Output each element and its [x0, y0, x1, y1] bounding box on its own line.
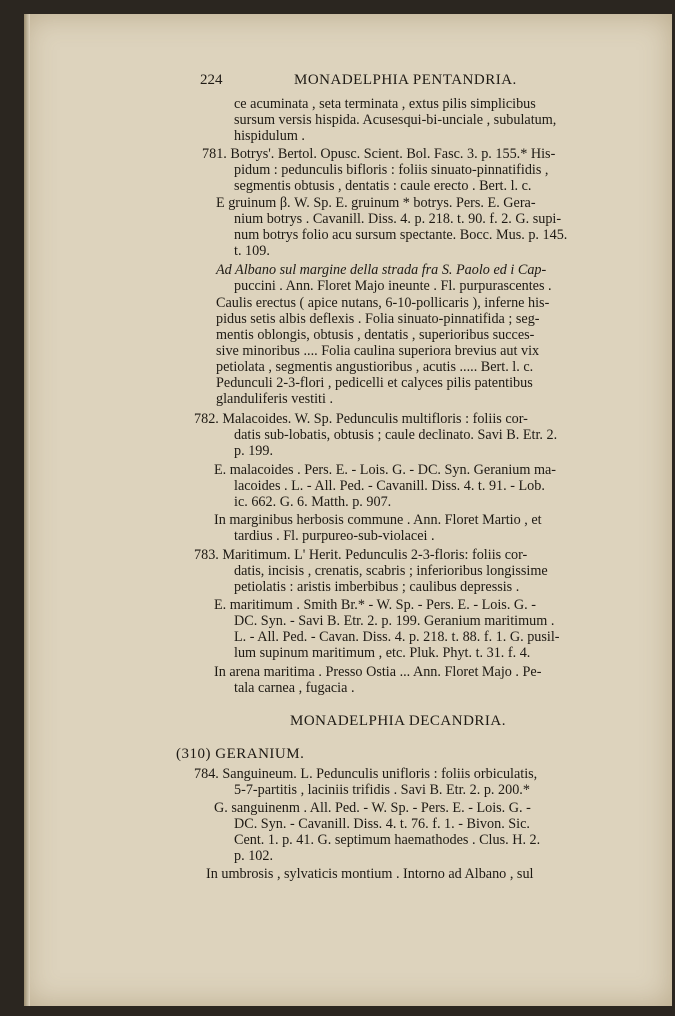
text-line: L. - All. Ped. - Cavan. Diss. 4. p. 218. t. 88. f. 1. G. pusil-	[234, 629, 560, 645]
text-line: 5-7-partitis , laciniis trifidis . Savi B. Etr. 2. p. 200.*	[234, 782, 530, 798]
text-line: pidum : pedunculis bifloris : foliis sinuato-pinnatifidis ,	[234, 162, 549, 178]
text-line: mentis oblongis, obtusis , dentatis , superioribus succes-	[216, 327, 535, 343]
book-page	[24, 14, 672, 1006]
text-line: hispidulum .	[234, 128, 305, 144]
text-line: pidus setis albis deflexis . Folia sinuato-pinnatifida ; seg-	[216, 311, 540, 327]
text-line: sursum versis hispida. Acusesqui-bi-unciale , subulatum,	[234, 112, 557, 128]
text-line: Pedunculi 2-3-flori , pedicelli et calyces pilis patentibus	[216, 375, 533, 391]
running-title: MONADELPHIA PENTANDRIA.	[294, 72, 517, 88]
text-line: datis sub-lobatis, obtusis ; caule declinato. Savi B. Etr. 2.	[234, 427, 558, 443]
text-line: datis, incisis , crenatis, scabris ; inferioribus longissime	[234, 563, 548, 579]
genus-heading: (310) GERANIUM.	[176, 746, 305, 762]
text-line: 784. Sanguineum. L. Pedunculis unifloris : foliis orbiculatis,	[194, 766, 538, 782]
text-line: In arena maritima . Presso Ostia ... Ann. Floret Majo . Pe-	[214, 664, 542, 680]
text-line: petiolata , segmentis angustioribus , acutis ..... Bert. l. c.	[216, 359, 534, 375]
text-line: Cent. 1. p. 41. G. septimum haemathodes . Clus. H. 2.	[234, 832, 541, 848]
text-line: tardius . Fl. purpureo-sub-violacei .	[234, 528, 435, 544]
text-line: 782. Malacoides. W. Sp. Pedunculis multifloris : foliis cor-	[194, 411, 528, 427]
text-line: sive minoribus .... Folia caulina superiora brevius aut vix	[216, 343, 540, 359]
text-line: 781. Botrys'. Bertol. Opusc. Scient. Bol. Fasc. 3. p. 155.* His-	[202, 146, 556, 162]
text-line: G. sanguinenm . All. Ped. - W. Sp. - Pers. E. - Lois. G. -	[214, 800, 531, 816]
text-line: p. 102.	[234, 848, 274, 864]
text-line: E. malacoides . Pers. E. - Lois. G. - DC. Syn. Geranium ma-	[214, 462, 557, 478]
text-line: lacoides . L. - All. Ped. - Cavanill. Diss. 4. t. 91. - Lob.	[234, 478, 545, 494]
text-line: puccini . Ann. Floret Majo ineunte . Fl. purpurascentes .	[234, 278, 552, 294]
text-line: In marginibus herbosis commune . Ann. Floret Martio , et	[214, 512, 542, 528]
text-line: lum supinum maritimum , etc. Pluk. Phyt. t. 31. f. 4.	[234, 645, 531, 661]
text-line: glanduliferis vestiti .	[216, 391, 334, 407]
text-line: E. maritimum . Smith Br.* - W. Sp. - Pers. E. - Lois. G. -	[214, 597, 536, 613]
text-line: DC. Syn. - Savi B. Etr. 2. p. 199. Geranium maritimum .	[234, 613, 555, 629]
section-heading: MONADELPHIA DECANDRIA.	[290, 713, 506, 729]
page-number: 224	[200, 72, 223, 88]
text-line: nium botrys . Cavanill. Diss. 4. p. 218. t. 90. f. 2. G. supi-	[234, 211, 562, 227]
text-line: Ad Albano sul margine della strada fra S. Paolo ed i Cap-	[216, 262, 547, 278]
text-line: In umbrosis , sylvaticis montium . Intorno ad Albano , sul	[206, 866, 534, 882]
text-line: 783. Maritimum. L' Herit. Pedunculis 2-3-floris: foliis cor-	[194, 547, 528, 563]
text-line: ce acuminata , seta terminata , extus pilis simplicibus	[234, 96, 536, 112]
text-line: E gruinum β. W. Sp. E. gruinum * botrys. Pers. E. Gera-	[216, 195, 536, 211]
text-line: t. 109.	[234, 243, 270, 259]
text-line: num botrys folio acu sursum spectante. Bocc. Mus. p. 145.	[234, 227, 568, 243]
text-line: segmentis obtusis , dentatis : caule erecto . Bert. l. c.	[234, 178, 532, 194]
text-line: DC. Syn. - Cavanill. Diss. 4. t. 76. f. 1. - Bivon. Sic.	[234, 816, 530, 832]
text-line: ic. 662. G. 6. Matth. p. 907.	[234, 494, 392, 510]
text-line: tala carnea , fugacia .	[234, 680, 355, 696]
text-line: p. 199.	[234, 443, 274, 459]
text-line: petiolatis : aristis imberbibus ; caulibus depressis .	[234, 579, 520, 595]
text-line: Caulis erectus ( apice nutans, 6-10-pollicaris ), inferne his-	[216, 295, 550, 311]
